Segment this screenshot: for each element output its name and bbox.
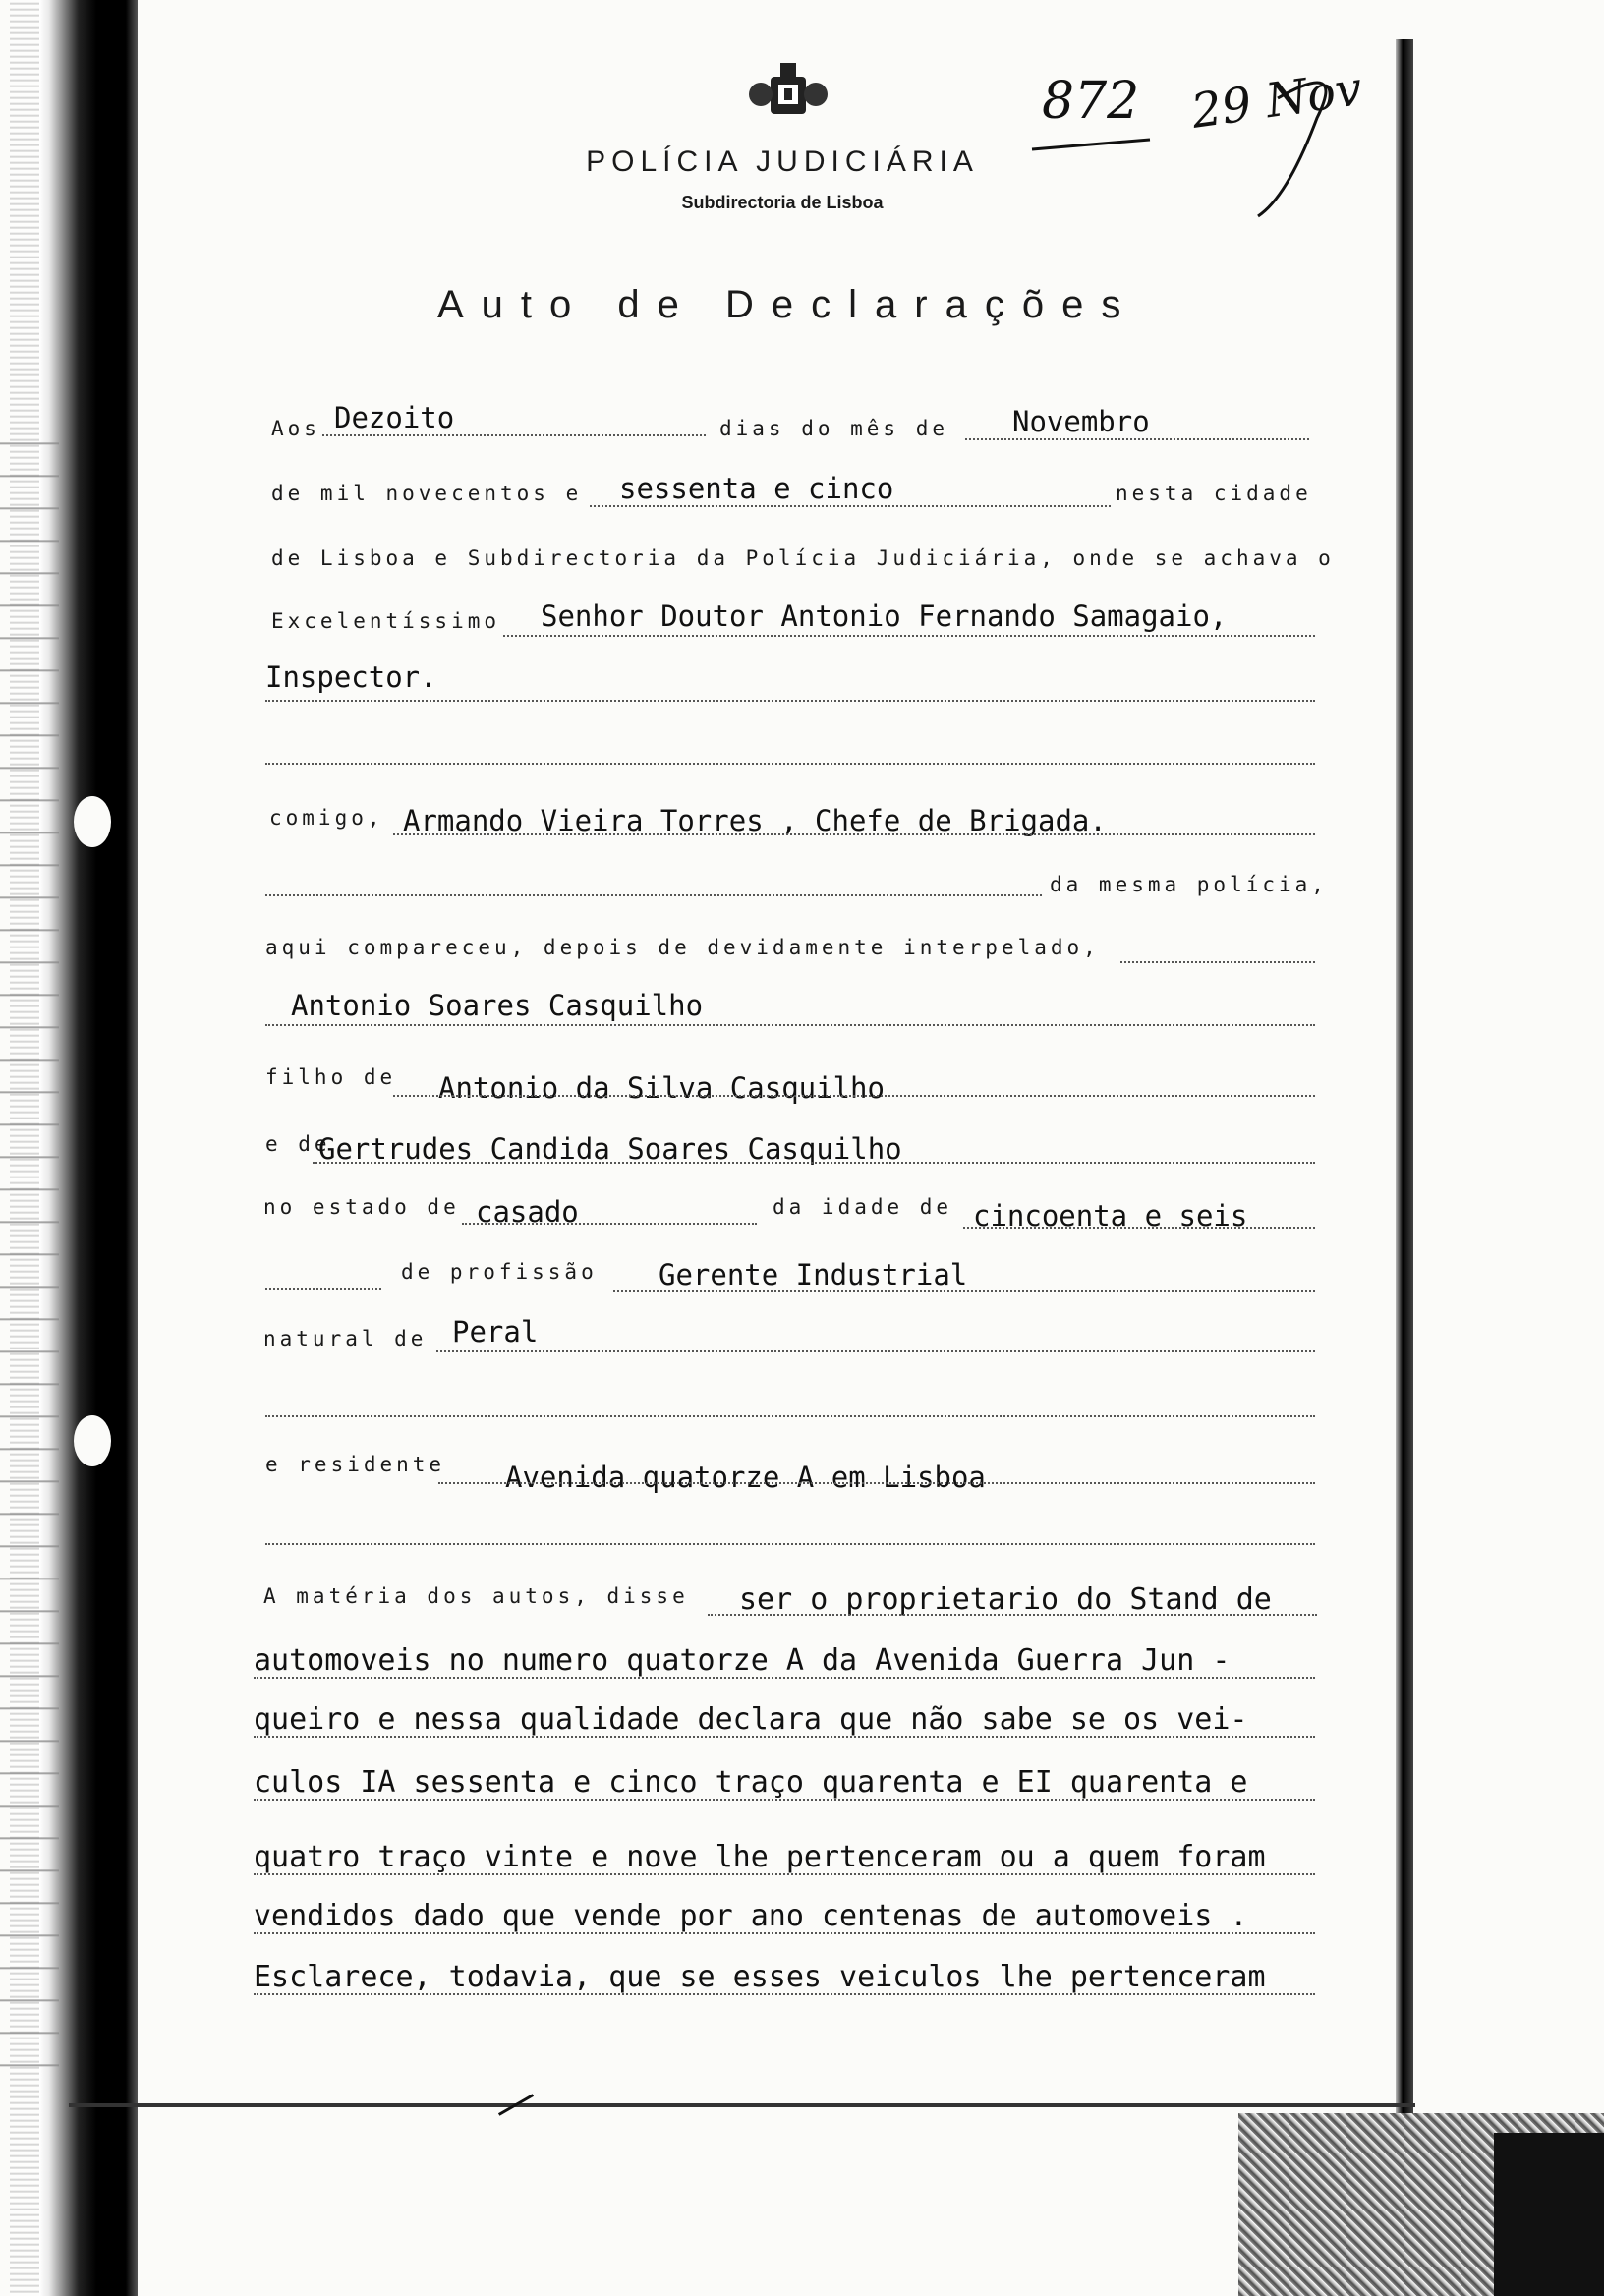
label-filho-de: filho de xyxy=(265,1065,397,1089)
field-month: Novembro xyxy=(1012,405,1150,438)
field-mother: Gertrudes Candida Soares Casquilho xyxy=(318,1132,902,1166)
institution-name: POLÍCIA JUDICIÁRIA xyxy=(586,145,979,178)
label-de-mil: de mil novecentos e xyxy=(271,482,583,505)
field-day: Dezoito xyxy=(334,401,455,434)
label-idade: da idade de xyxy=(773,1195,953,1219)
label-profissao: de profissão xyxy=(401,1260,598,1284)
field-profissao: Gerente Industrial xyxy=(659,1258,968,1292)
edge-ticks xyxy=(0,413,59,2084)
statement-line: vendidos dado que vende por ano centenas de automoveis . xyxy=(254,1899,1248,1933)
field-father: Antonio da Silva Casquilho xyxy=(438,1071,885,1105)
institution-subdivision: Subdirectoria de Lisboa xyxy=(681,193,884,212)
statement-line: Esclarece, todavia, que se esses veiculos lhe pertenceram xyxy=(254,1960,1266,1994)
statement-line: queiro e nessa qualidade declara que não sabe se os vei- xyxy=(254,1702,1248,1737)
field-idade: cincoenta e seis xyxy=(973,1199,1248,1233)
label-residente: e residente xyxy=(265,1453,446,1476)
label-materia: A matéria dos autos, disse xyxy=(263,1584,689,1608)
field-natural: Peral xyxy=(452,1315,539,1349)
label-mesma-policia: da mesma polícia, xyxy=(1050,873,1328,896)
punch-hole xyxy=(74,1415,111,1466)
field-official: Senhor Doutor Antonio Fernando Samagaio, xyxy=(541,600,1228,633)
statement-line: quatro traço vinte e nove lhe pertenceram ou a quem foram xyxy=(254,1840,1266,1874)
label-comigo: comigo, xyxy=(269,806,384,830)
field-declarant-name: Antonio Soares Casquilho xyxy=(291,989,704,1022)
field-year: sessenta e cinco xyxy=(619,472,894,505)
text-lisboa-line: de Lisboa e Subdirectoria da Polícia Judiciária, onde se achava o xyxy=(271,546,1335,570)
label-nesta-cidade: nesta cidade xyxy=(1116,482,1312,505)
statement-line: culos IA sessenta e cinco traço quarenta e EI quarenta e xyxy=(254,1765,1248,1800)
field-residente: Avenida quatorze A em Lisboa xyxy=(505,1461,986,1494)
field-clerk: Armando Vieira Torres , Chefe de Brigada. xyxy=(403,804,1107,837)
handwritten-number: 872 xyxy=(1042,72,1140,131)
statement-line: ser o proprietario do Stand de xyxy=(739,1582,1272,1617)
label-excelentissimo: Excelentíssimo xyxy=(271,609,501,633)
handwritten-date: 29 Nov xyxy=(1187,61,1366,140)
label-e-de: e de xyxy=(265,1132,331,1156)
coat-of-arms-icon xyxy=(749,61,828,120)
handwritten-reference xyxy=(1022,59,1376,236)
document-title: Auto de Declarações xyxy=(437,283,1139,326)
field-estado: casado xyxy=(476,1195,579,1229)
statement-line: automoveis no numero quatorze A da Avenida Guerra Jun - xyxy=(254,1643,1231,1678)
field-official-rank: Inspector. xyxy=(265,660,437,694)
page-bottom-edge xyxy=(69,2103,1415,2107)
label-dias: dias do mês de xyxy=(719,417,949,440)
label-compareceu: aqui compareceu, depois de devidamente interpelado, xyxy=(265,936,1100,959)
punch-hole xyxy=(74,796,111,847)
label-estado: no estado de xyxy=(263,1195,460,1219)
page-edge-shadow xyxy=(1396,39,1413,2113)
label-natural: natural de xyxy=(263,1327,428,1350)
corner-shadow xyxy=(1494,2133,1604,2296)
label-aos: Aos xyxy=(271,417,320,440)
